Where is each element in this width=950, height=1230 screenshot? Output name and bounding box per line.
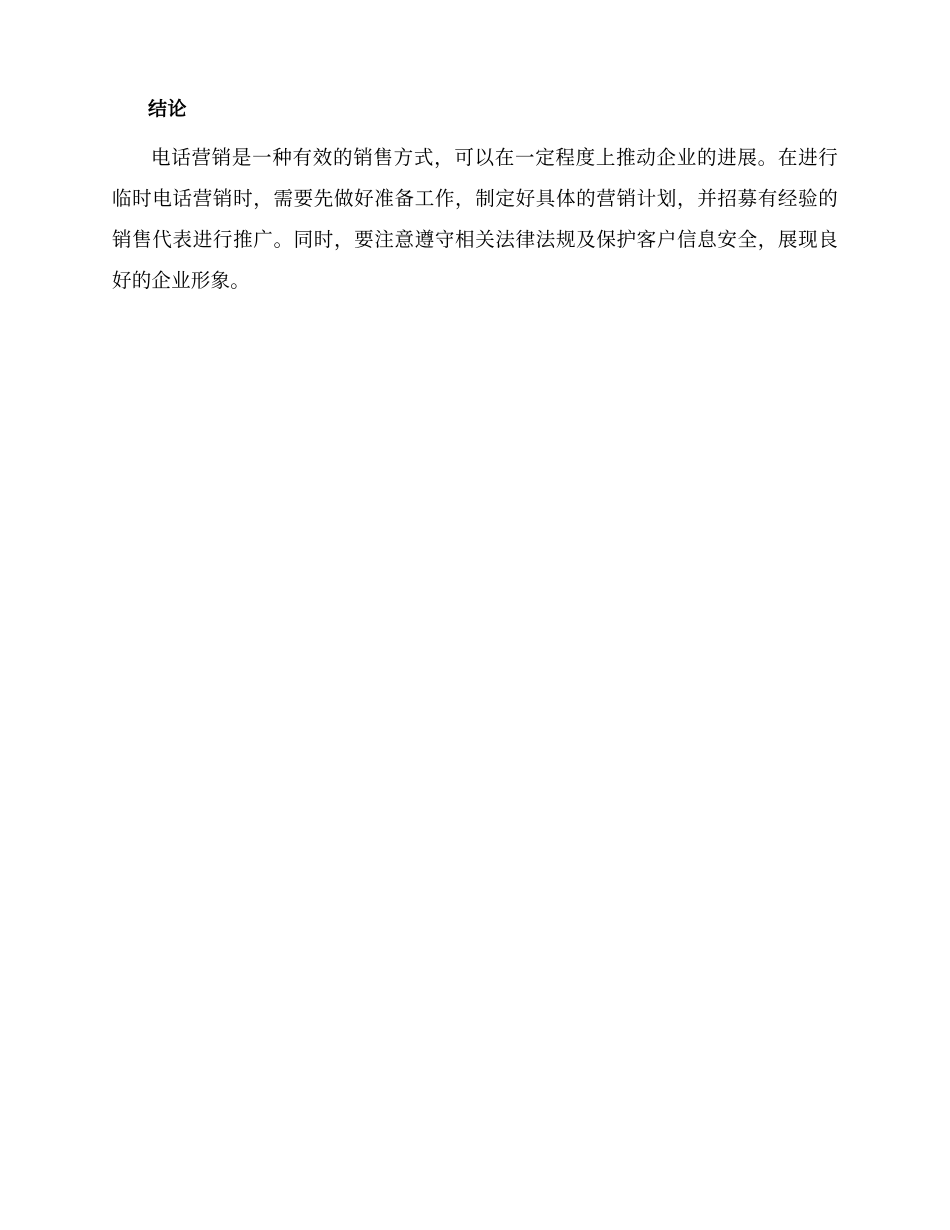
body-paragraph: 电话营销是一种有效的销售方式，可以在一定程度上推动企业的进展。在进行临时电话营销时，需要先做好准备工作，制定好具体的营销计划，并招募有经验的销售代表进行推广。同时，要注意遵守相关法律法规及保护客户信息安全，展现良好的企业形象。 bbox=[112, 145, 838, 292]
document-body bbox=[112, 96, 838, 301]
section-heading-conclusion: 结论 bbox=[148, 98, 188, 120]
